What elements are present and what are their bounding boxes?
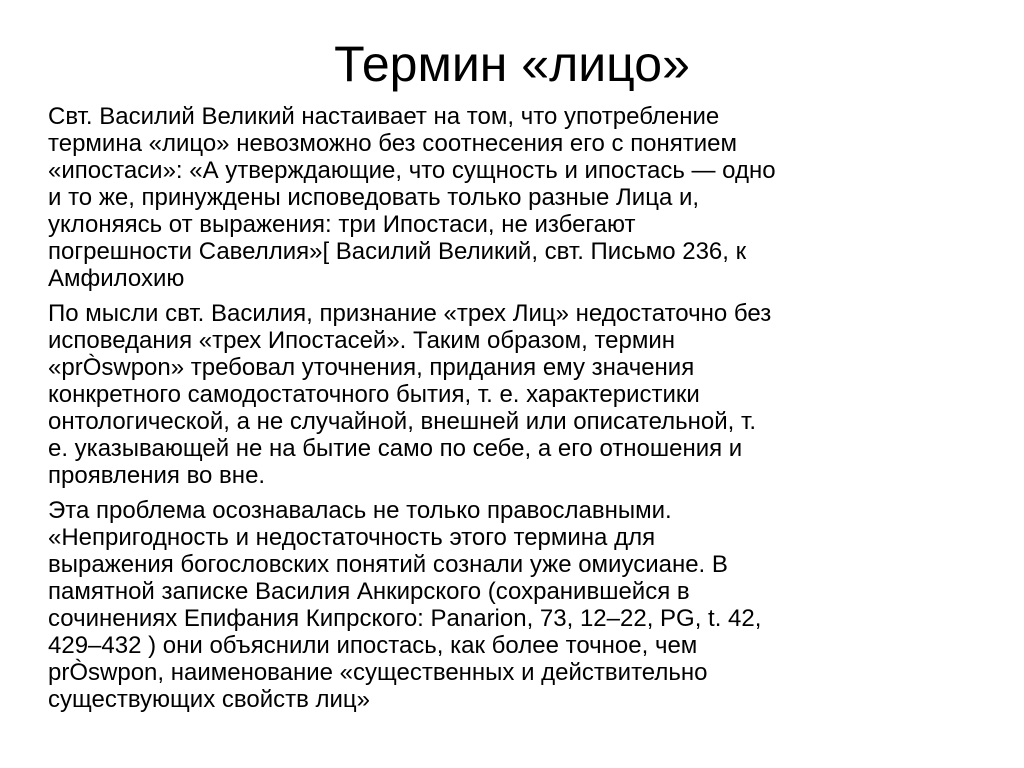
paragraph-three-persons-three-hypostases [48, 300, 978, 489]
text-line: «prÒswpon» требовал уточнения, придания ему значения [48, 354, 695, 381]
text-line: исповедания «трех Ипостасей». Таким образом, термин [48, 327, 676, 354]
slide-body [48, 103, 978, 721]
text-line: проявления во вне. [48, 462, 266, 489]
text-line: 429–432 ) они объяснили ипостась, как более точное, чем [48, 632, 698, 659]
text-line: Эта проблема осознавалась не только православными. [48, 497, 672, 524]
text-line: Свт. Василий Великий настаивает на том, что употребление [48, 103, 720, 130]
text-line: Амфилохию [48, 265, 185, 292]
text-line: уклоняясь от выражения: три Ипостаси, не избегают [48, 211, 636, 238]
text-line: существующих свойств лиц» [48, 686, 371, 713]
text-line: термина «лицо» невозможно без соотнесения его с понятием [48, 130, 738, 157]
paragraph-basil-on-person-term [48, 103, 978, 292]
text-line: По мысли свт. Василия, признание «трех Лиц» недостаточно без [48, 300, 772, 327]
text-line: е. указывающей не на бытие само по себе, а его отношения и [48, 435, 743, 462]
text-line: «ипостаси»: «А утверждающие, что сущность и ипостась — одно [48, 157, 776, 184]
text-line: памятной записке Василия Анкирского (сохранившейся в [48, 578, 690, 605]
text-line: конкретного самодостаточного бытия, т. е. характеристики [48, 381, 700, 408]
text-line: «Непригодность и недостаточность этого термина для [48, 524, 656, 551]
text-line: онтологической, а не случайной, внешней или описательной, т. [48, 408, 756, 435]
text-line: сочинениях Епифания Кипрского: Panarion, 73, 12–22, PG, t. 42, [48, 605, 762, 632]
text-line: выражения богословских понятий сознали уже омиусиане. В [48, 551, 728, 578]
text-line: и то же, принуждены исповедовать только разные Лица и, [48, 184, 700, 211]
text-line: погрешности Савеллия»[ Василий Великий, свт. Письмо 236, к [48, 238, 747, 265]
text-line: prÒswpon, наименование «существенных и действительно [48, 659, 708, 686]
slide-title: Термин «лицо» [334, 36, 690, 92]
paragraph-homoiousians-problem [48, 497, 978, 713]
